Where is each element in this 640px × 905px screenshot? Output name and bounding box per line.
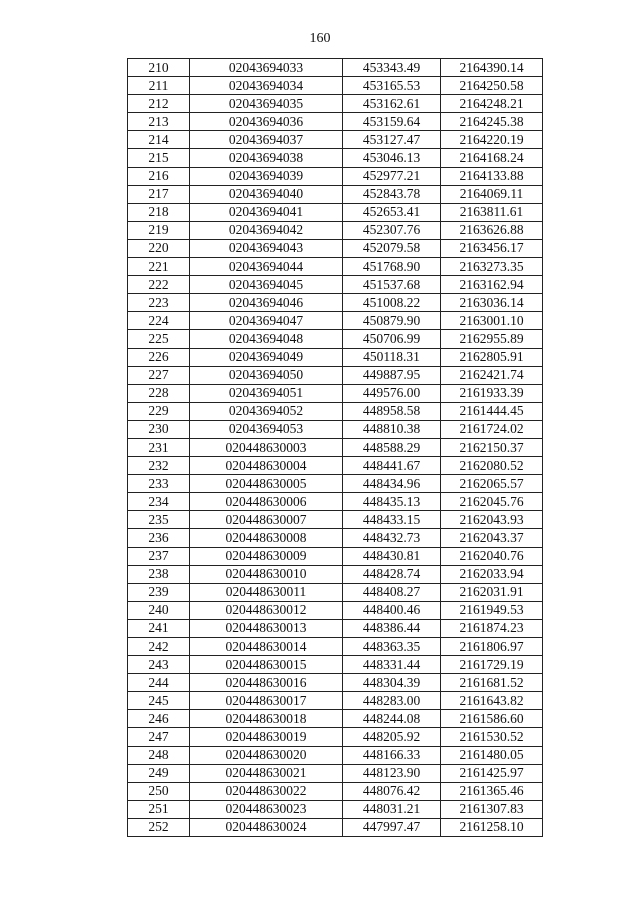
x-coordinate-cell: 448166.33 xyxy=(343,746,441,764)
point-id-cell: 02043694035 xyxy=(190,95,343,113)
x-coordinate-cell: 448076.42 xyxy=(343,782,441,800)
y-coordinate-cell: 2161258.10 xyxy=(441,818,543,836)
point-id-cell: 020448630013 xyxy=(190,619,343,637)
table-body xyxy=(128,59,543,837)
x-coordinate-cell: 449887.95 xyxy=(343,366,441,384)
x-coordinate-cell: 450706.99 xyxy=(343,330,441,348)
y-coordinate-cell: 2162955.89 xyxy=(441,330,543,348)
table-row xyxy=(128,457,543,475)
point-id-cell: 020448630018 xyxy=(190,710,343,728)
table-row xyxy=(128,782,543,800)
row-number-cell: 220 xyxy=(128,239,190,257)
table-row xyxy=(128,402,543,420)
point-id-cell: 02043694049 xyxy=(190,348,343,366)
y-coordinate-cell: 2161365.46 xyxy=(441,782,543,800)
point-id-cell: 02043694034 xyxy=(190,77,343,95)
table-row xyxy=(128,149,543,167)
table-row xyxy=(128,366,543,384)
x-coordinate-cell: 448435.13 xyxy=(343,493,441,511)
point-id-cell: 02043694050 xyxy=(190,366,343,384)
row-number-cell: 243 xyxy=(128,656,190,674)
x-coordinate-cell: 452307.76 xyxy=(343,221,441,239)
row-number-cell: 241 xyxy=(128,619,190,637)
row-number-cell: 226 xyxy=(128,348,190,366)
x-coordinate-cell: 449576.00 xyxy=(343,384,441,402)
y-coordinate-cell: 2162033.94 xyxy=(441,565,543,583)
table-row xyxy=(128,167,543,185)
x-coordinate-cell: 452079.58 xyxy=(343,239,441,257)
x-coordinate-cell: 448123.90 xyxy=(343,764,441,782)
point-id-cell: 020448630007 xyxy=(190,511,343,529)
x-coordinate-cell: 448588.29 xyxy=(343,438,441,456)
x-coordinate-cell: 453159.64 xyxy=(343,113,441,131)
table-row xyxy=(128,728,543,746)
table-row xyxy=(128,619,543,637)
y-coordinate-cell: 2162045.76 xyxy=(441,493,543,511)
y-coordinate-cell: 2164220.19 xyxy=(441,131,543,149)
row-number-cell: 210 xyxy=(128,59,190,77)
row-number-cell: 211 xyxy=(128,77,190,95)
row-number-cell: 250 xyxy=(128,782,190,800)
point-id-cell: 02043694044 xyxy=(190,258,343,276)
point-id-cell: 020448630012 xyxy=(190,601,343,619)
row-number-cell: 230 xyxy=(128,420,190,438)
row-number-cell: 244 xyxy=(128,674,190,692)
point-id-cell: 02043694048 xyxy=(190,330,343,348)
x-coordinate-cell: 452653.41 xyxy=(343,203,441,221)
table-row xyxy=(128,764,543,782)
y-coordinate-cell: 2164245.38 xyxy=(441,113,543,131)
table-row xyxy=(128,475,543,493)
row-number-cell: 221 xyxy=(128,258,190,276)
y-coordinate-cell: 2161425.97 xyxy=(441,764,543,782)
row-number-cell: 225 xyxy=(128,330,190,348)
y-coordinate-cell: 2163001.10 xyxy=(441,312,543,330)
y-coordinate-cell: 2161307.83 xyxy=(441,800,543,818)
y-coordinate-cell: 2161874.23 xyxy=(441,619,543,637)
x-coordinate-cell: 448810.38 xyxy=(343,420,441,438)
table-row xyxy=(128,818,543,836)
point-id-cell: 020448630014 xyxy=(190,638,343,656)
row-number-cell: 238 xyxy=(128,565,190,583)
point-id-cell: 02043694052 xyxy=(190,402,343,420)
row-number-cell: 228 xyxy=(128,384,190,402)
table-row xyxy=(128,710,543,728)
row-number-cell: 218 xyxy=(128,203,190,221)
table-row xyxy=(128,420,543,438)
x-coordinate-cell: 448283.00 xyxy=(343,692,441,710)
row-number-cell: 232 xyxy=(128,457,190,475)
y-coordinate-cell: 2162040.76 xyxy=(441,547,543,565)
x-coordinate-cell: 448386.44 xyxy=(343,619,441,637)
y-coordinate-cell: 2164248.21 xyxy=(441,95,543,113)
table-row xyxy=(128,746,543,764)
table-row xyxy=(128,547,543,565)
x-coordinate-cell: 448331.44 xyxy=(343,656,441,674)
point-id-cell: 02043694047 xyxy=(190,312,343,330)
point-id-cell: 020448630024 xyxy=(190,818,343,836)
table-row xyxy=(128,77,543,95)
point-id-cell: 02043694040 xyxy=(190,185,343,203)
y-coordinate-cell: 2162043.37 xyxy=(441,529,543,547)
y-coordinate-cell: 2161806.97 xyxy=(441,638,543,656)
table-row xyxy=(128,95,543,113)
point-id-cell: 020448630015 xyxy=(190,656,343,674)
y-coordinate-cell: 2161933.39 xyxy=(441,384,543,402)
row-number-cell: 251 xyxy=(128,800,190,818)
row-number-cell: 252 xyxy=(128,818,190,836)
y-coordinate-cell: 2164250.58 xyxy=(441,77,543,95)
point-id-cell: 020448630005 xyxy=(190,475,343,493)
x-coordinate-cell: 448434.96 xyxy=(343,475,441,493)
row-number-cell: 217 xyxy=(128,185,190,203)
point-id-cell: 020448630019 xyxy=(190,728,343,746)
x-coordinate-cell: 453343.49 xyxy=(343,59,441,77)
row-number-cell: 229 xyxy=(128,402,190,420)
page-number: 160 xyxy=(309,31,331,46)
point-id-cell: 020448630021 xyxy=(190,764,343,782)
y-coordinate-cell: 2161681.52 xyxy=(441,674,543,692)
row-number-cell: 247 xyxy=(128,728,190,746)
x-coordinate-cell: 448958.58 xyxy=(343,402,441,420)
point-id-cell: 02043694039 xyxy=(190,167,343,185)
y-coordinate-cell: 2163626.88 xyxy=(441,221,543,239)
row-number-cell: 216 xyxy=(128,167,190,185)
point-id-cell: 020448630017 xyxy=(190,692,343,710)
y-coordinate-cell: 2164168.24 xyxy=(441,149,543,167)
table-row xyxy=(128,638,543,656)
row-number-cell: 240 xyxy=(128,601,190,619)
row-number-cell: 234 xyxy=(128,493,190,511)
row-number-cell: 222 xyxy=(128,276,190,294)
table-row xyxy=(128,221,543,239)
row-number-cell: 239 xyxy=(128,583,190,601)
table-row xyxy=(128,800,543,818)
row-number-cell: 242 xyxy=(128,638,190,656)
table-row xyxy=(128,601,543,619)
y-coordinate-cell: 2162065.57 xyxy=(441,475,543,493)
table-row xyxy=(128,692,543,710)
y-coordinate-cell: 2162150.37 xyxy=(441,438,543,456)
point-id-cell: 02043694041 xyxy=(190,203,343,221)
row-number-cell: 237 xyxy=(128,547,190,565)
y-coordinate-cell: 2163811.61 xyxy=(441,203,543,221)
x-coordinate-cell: 451537.68 xyxy=(343,276,441,294)
y-coordinate-cell: 2163036.14 xyxy=(441,294,543,312)
x-coordinate-cell: 448408.27 xyxy=(343,583,441,601)
row-number-cell: 249 xyxy=(128,764,190,782)
x-coordinate-cell: 450879.90 xyxy=(343,312,441,330)
point-id-cell: 02043694042 xyxy=(190,221,343,239)
table-row xyxy=(128,438,543,456)
x-coordinate-cell: 450118.31 xyxy=(343,348,441,366)
table-row xyxy=(128,493,543,511)
point-id-cell: 020448630008 xyxy=(190,529,343,547)
y-coordinate-cell: 2161480.05 xyxy=(441,746,543,764)
x-coordinate-cell: 448428.74 xyxy=(343,565,441,583)
point-id-cell: 020448630022 xyxy=(190,782,343,800)
y-coordinate-cell: 2162421.74 xyxy=(441,366,543,384)
x-coordinate-cell: 453162.61 xyxy=(343,95,441,113)
x-coordinate-cell: 448244.08 xyxy=(343,710,441,728)
table-row xyxy=(128,529,543,547)
table-row xyxy=(128,276,543,294)
table-row xyxy=(128,294,543,312)
y-coordinate-cell: 2161724.02 xyxy=(441,420,543,438)
row-number-cell: 215 xyxy=(128,149,190,167)
y-coordinate-cell: 2161643.82 xyxy=(441,692,543,710)
table-row xyxy=(128,239,543,257)
y-coordinate-cell: 2161586.60 xyxy=(441,710,543,728)
row-number-cell: 227 xyxy=(128,366,190,384)
table-row xyxy=(128,203,543,221)
x-coordinate-cell: 451768.90 xyxy=(343,258,441,276)
point-id-cell: 020448630009 xyxy=(190,547,343,565)
point-id-cell: 020448630004 xyxy=(190,457,343,475)
table-row xyxy=(128,656,543,674)
row-number-cell: 248 xyxy=(128,746,190,764)
y-coordinate-cell: 2163273.35 xyxy=(441,258,543,276)
point-id-cell: 020448630010 xyxy=(190,565,343,583)
point-id-cell: 02043694036 xyxy=(190,113,343,131)
y-coordinate-cell: 2161949.53 xyxy=(441,601,543,619)
y-coordinate-cell: 2162080.52 xyxy=(441,457,543,475)
table-row xyxy=(128,511,543,529)
table-row xyxy=(128,583,543,601)
row-number-cell: 214 xyxy=(128,131,190,149)
x-coordinate-cell: 452977.21 xyxy=(343,167,441,185)
y-coordinate-cell: 2164069.11 xyxy=(441,185,543,203)
row-number-cell: 219 xyxy=(128,221,190,239)
y-coordinate-cell: 2163162.94 xyxy=(441,276,543,294)
point-id-cell: 020448630016 xyxy=(190,674,343,692)
point-id-cell: 02043694051 xyxy=(190,384,343,402)
coordinates-table xyxy=(127,58,543,837)
row-number-cell: 223 xyxy=(128,294,190,312)
point-id-cell: 020448630003 xyxy=(190,438,343,456)
y-coordinate-cell: 2163456.17 xyxy=(441,239,543,257)
row-number-cell: 231 xyxy=(128,438,190,456)
x-coordinate-cell: 448432.73 xyxy=(343,529,441,547)
table-row xyxy=(128,674,543,692)
table-row xyxy=(128,565,543,583)
point-id-cell: 02043694043 xyxy=(190,239,343,257)
point-id-cell: 02043694046 xyxy=(190,294,343,312)
point-id-cell: 020448630023 xyxy=(190,800,343,818)
y-coordinate-cell: 2162043.93 xyxy=(441,511,543,529)
point-id-cell: 020448630020 xyxy=(190,746,343,764)
x-coordinate-cell: 448031.21 xyxy=(343,800,441,818)
point-id-cell: 02043694053 xyxy=(190,420,343,438)
point-id-cell: 02043694033 xyxy=(190,59,343,77)
point-id-cell: 02043694037 xyxy=(190,131,343,149)
row-number-cell: 233 xyxy=(128,475,190,493)
x-coordinate-cell: 448433.15 xyxy=(343,511,441,529)
x-coordinate-cell: 448400.46 xyxy=(343,601,441,619)
table-row xyxy=(128,258,543,276)
row-number-cell: 236 xyxy=(128,529,190,547)
y-coordinate-cell: 2164133.88 xyxy=(441,167,543,185)
x-coordinate-cell: 447997.47 xyxy=(343,818,441,836)
y-coordinate-cell: 2162031.91 xyxy=(441,583,543,601)
row-number-cell: 212 xyxy=(128,95,190,113)
row-number-cell: 235 xyxy=(128,511,190,529)
row-number-cell: 246 xyxy=(128,710,190,728)
row-number-cell: 213 xyxy=(128,113,190,131)
y-coordinate-cell: 2161530.52 xyxy=(441,728,543,746)
table-row xyxy=(128,312,543,330)
x-coordinate-cell: 452843.78 xyxy=(343,185,441,203)
row-number-cell: 245 xyxy=(128,692,190,710)
point-id-cell: 02043694045 xyxy=(190,276,343,294)
x-coordinate-cell: 448441.67 xyxy=(343,457,441,475)
row-number-cell: 224 xyxy=(128,312,190,330)
y-coordinate-cell: 2161729.19 xyxy=(441,656,543,674)
x-coordinate-cell: 453046.13 xyxy=(343,149,441,167)
table-row xyxy=(128,185,543,203)
table-row xyxy=(128,59,543,77)
x-coordinate-cell: 448363.35 xyxy=(343,638,441,656)
point-id-cell: 020448630006 xyxy=(190,493,343,511)
x-coordinate-cell: 453165.53 xyxy=(343,77,441,95)
y-coordinate-cell: 2161444.45 xyxy=(441,402,543,420)
table-row xyxy=(128,113,543,131)
x-coordinate-cell: 448304.39 xyxy=(343,674,441,692)
table-row xyxy=(128,330,543,348)
table-row xyxy=(128,131,543,149)
point-id-cell: 02043694038 xyxy=(190,149,343,167)
x-coordinate-cell: 448205.92 xyxy=(343,728,441,746)
point-id-cell: 020448630011 xyxy=(190,583,343,601)
table-row xyxy=(128,348,543,366)
y-coordinate-cell: 2164390.14 xyxy=(441,59,543,77)
x-coordinate-cell: 453127.47 xyxy=(343,131,441,149)
x-coordinate-cell: 448430.81 xyxy=(343,547,441,565)
x-coordinate-cell: 451008.22 xyxy=(343,294,441,312)
table-row xyxy=(128,384,543,402)
y-coordinate-cell: 2162805.91 xyxy=(441,348,543,366)
